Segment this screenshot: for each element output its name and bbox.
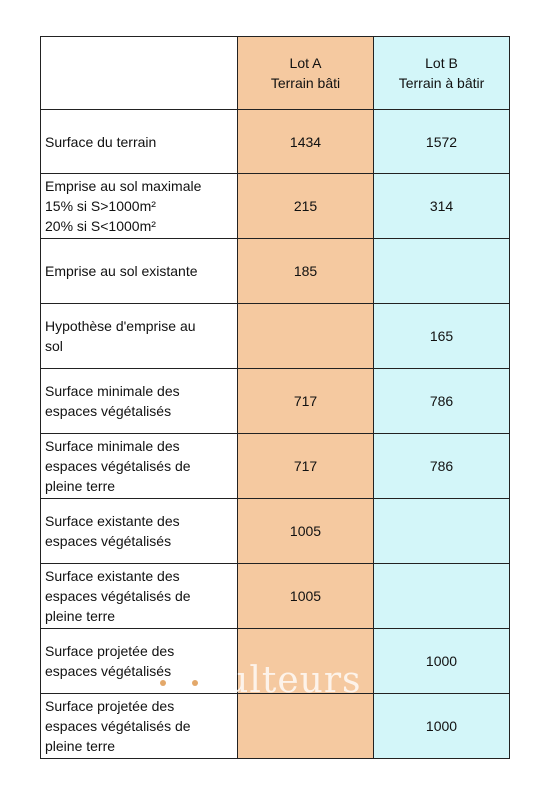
lot-b-value: 1000	[374, 629, 510, 694]
lot-b-value: 786	[374, 434, 510, 499]
table-row	[41, 499, 510, 564]
lot-b-value: 165	[374, 304, 510, 369]
header-empty-cell	[41, 37, 238, 110]
lot-b-value: 1572	[374, 110, 510, 174]
lot-b-value	[374, 239, 510, 304]
row-label: Surface existante des espaces végétalisés	[41, 499, 238, 564]
header-lot-a	[238, 37, 374, 110]
header-row	[41, 37, 510, 110]
row-label: Surface projetée des espaces végétalisés	[41, 629, 238, 694]
lot-b-value: 1000	[374, 694, 510, 759]
table-row	[41, 174, 510, 239]
table-row	[41, 434, 510, 499]
table-row	[41, 564, 510, 629]
lot-a-value: 215	[238, 174, 374, 239]
lot-a-value	[238, 629, 374, 694]
lot-a-value: 717	[238, 434, 374, 499]
lot-b-value	[374, 564, 510, 629]
surface-table	[40, 36, 510, 759]
table-row	[41, 304, 510, 369]
row-label: Surface du terrain	[41, 110, 238, 174]
watermark-text: culteurs	[204, 660, 362, 701]
lot-b-value	[374, 499, 510, 564]
row-label: Emprise au sol existante	[41, 239, 238, 304]
lot-b-value: 314	[374, 174, 510, 239]
lot-a-value	[238, 304, 374, 369]
lot-a-value	[238, 694, 374, 759]
row-label: Surface projetée des espaces végétalisés de pleine terre	[41, 694, 238, 759]
row-label: Surface minimale des espaces végétalisés	[41, 369, 238, 434]
header-lot-b	[374, 37, 510, 110]
lot-a-value: 1434	[238, 110, 374, 174]
header-lot-b-label: Lot B Terrain à bâtir	[398, 55, 485, 91]
table-row	[41, 629, 510, 694]
row-label: Hypothèse d'emprise au sol	[41, 304, 238, 369]
row-label: Surface existante des espaces végétalisés de pleine terre	[41, 564, 238, 629]
header-lot-a-label: Lot A Terrain bâti	[270, 55, 341, 91]
lot-a-value: 185	[238, 239, 374, 304]
lot-a-value: 1005	[238, 499, 374, 564]
lot-a-value: 717	[238, 369, 374, 434]
row-label: Surface minimale des espaces végétalisés de pleine terre	[41, 434, 238, 499]
table-row	[41, 110, 510, 174]
table-row	[41, 239, 510, 304]
lot-b-value: 786	[374, 369, 510, 434]
lot-a-value: 1005	[238, 564, 374, 629]
row-label: Emprise au sol maximale 15% si S>1000m² 20% si S<1000m²	[41, 174, 238, 239]
table-row	[41, 694, 510, 759]
table-row	[41, 369, 510, 434]
